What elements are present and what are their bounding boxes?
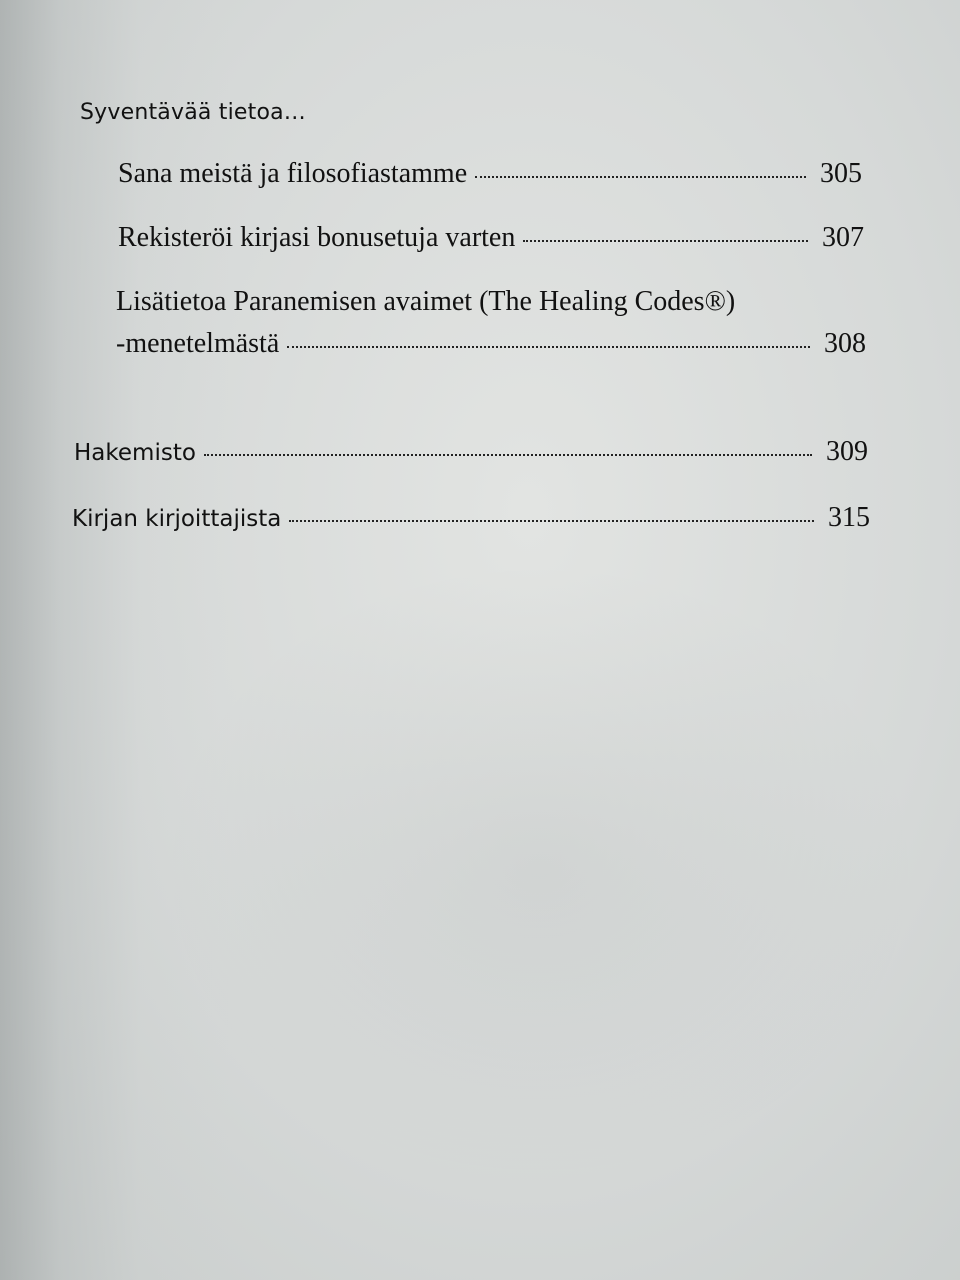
- toc-top-entry-label: Hakemisto: [74, 440, 196, 466]
- toc-entry-page: 307: [822, 222, 864, 253]
- toc-entry: [118, 222, 864, 254]
- show-through-shade: [160, 560, 920, 1180]
- toc-top-entry: [74, 436, 868, 468]
- dot-leader: [475, 176, 806, 178]
- dot-leader: [523, 240, 808, 242]
- toc-entry-page: 305: [820, 158, 862, 189]
- toc-entry-label: Sana meistä ja filosofiastamme: [118, 158, 468, 189]
- toc-entry-label: Rekisteröi kirjasi bonusetuja varten: [118, 222, 516, 253]
- toc-top-entry-page: 309: [826, 436, 868, 467]
- dot-leader: [289, 520, 814, 522]
- toc-top-entry: [72, 502, 870, 534]
- dot-leader: [204, 454, 812, 456]
- toc-top-entry-label: Kirjan kirjoittajista: [72, 506, 282, 532]
- dot-leader: [287, 346, 810, 348]
- toc-top-entry-page: 315: [828, 502, 870, 533]
- toc-entry: [118, 158, 862, 190]
- toc-entry-page: 308: [824, 328, 866, 359]
- toc-entry: [116, 328, 866, 360]
- toc-entry-label-line2: -menetelmästä: [116, 328, 280, 359]
- toc-entry-label-line1: Lisätietoa Paranemisen avaimet (The Healing Codes®): [116, 286, 736, 317]
- section-heading: Syventävää tietoa…: [80, 100, 307, 125]
